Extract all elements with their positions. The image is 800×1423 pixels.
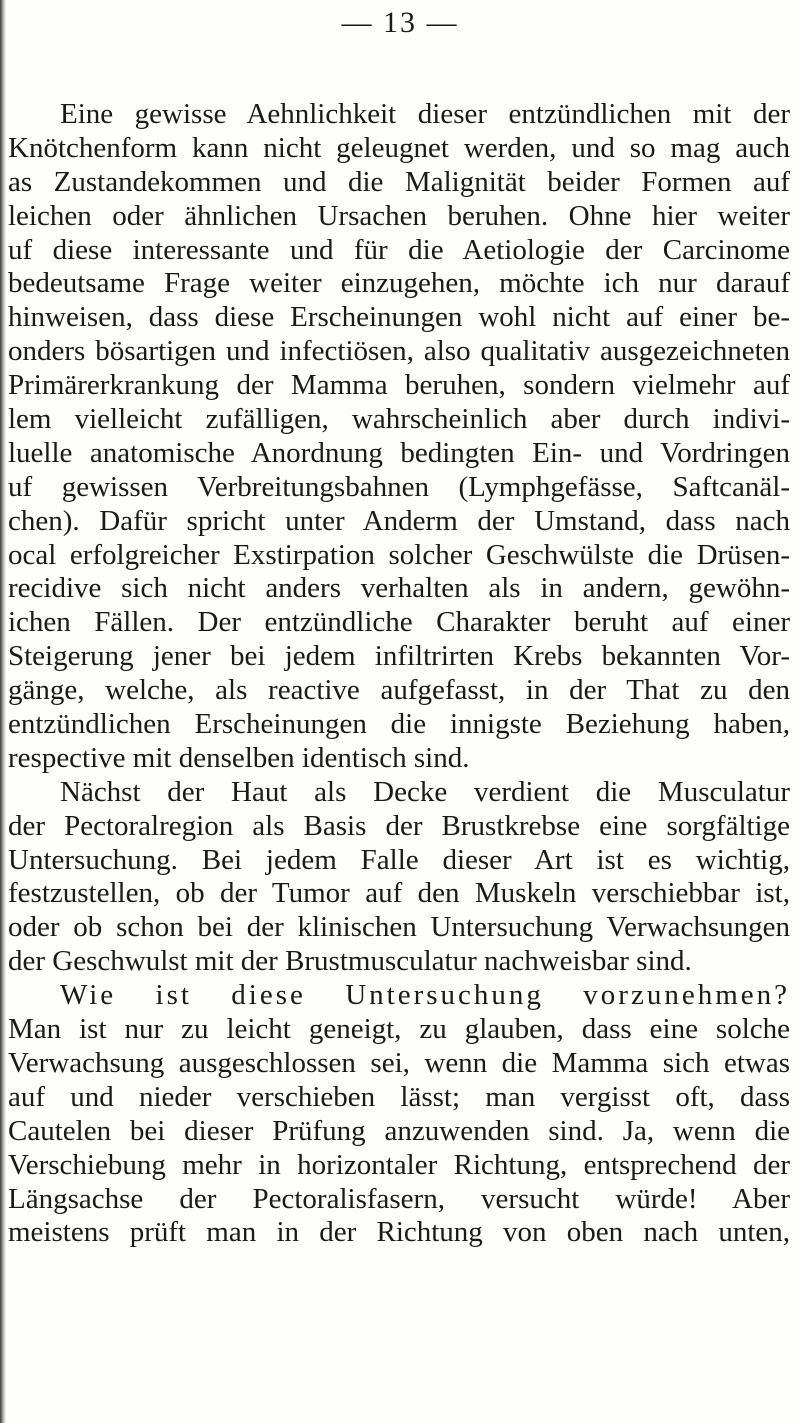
page-gutter-shadow bbox=[0, 0, 6, 1423]
text-line: hinweisen, dass diese Erscheinungen wohl nicht auf einer be- bbox=[8, 301, 790, 334]
text-line: lem vielleicht zufälligen, wahrscheinlich aber durch indivi- bbox=[8, 403, 790, 436]
body-text bbox=[8, 98, 790, 1250]
text-line: ichen Fällen. Der entzündliche Charakter beruht auf einer bbox=[8, 606, 790, 639]
text-line: Eine gewisse Aehnlichkeit dieser entzündlichen mit der bbox=[60, 98, 790, 130]
text-line: Man ist nur zu leicht geneigt, zu glauben, dass eine solche bbox=[8, 1013, 790, 1046]
text-line: Verschiebung mehr in horizontaler Richtung, entsprechend der bbox=[8, 1148, 790, 1181]
text-line: as Zustandekommen und die Malignität beider Formen auf bbox=[8, 165, 790, 198]
text-line: entzündlichen Erscheinungen die innigste Beziehung haben, bbox=[8, 708, 790, 741]
text-line: luelle anatomische Anordnung bedingten Ein- und Vordringen bbox=[8, 436, 790, 469]
text-line: respective mit denselben identisch sind. bbox=[8, 741, 470, 774]
text-line: der Geschwulst mit der Brustmusculatur nachweisbar sind. bbox=[8, 945, 692, 978]
text-line: onders bösartigen und infectiösen, also qualitativ ausgezeichneten bbox=[8, 335, 790, 368]
text-line: meistens prüft man in der Richtung von oben nach unten, bbox=[8, 1216, 790, 1249]
text-line: oder ob schon bei der klinischen Untersuchung Verwachsungen bbox=[8, 911, 790, 944]
text-line: Längsachse der Pectoralisfasern, versucht würde! Aber bbox=[8, 1182, 790, 1215]
text-line: Primärerkrankung der Mamma beruhen, sondern vielmehr auf bbox=[8, 369, 790, 402]
page-number: — 13 — bbox=[341, 6, 459, 39]
text-line: gänge, welche, als reactive aufgefasst, in der That zu den bbox=[8, 674, 790, 707]
text-line: Wie ist diese Untersuchung vorzunehmen? bbox=[60, 979, 790, 1012]
text-line: ocal erfolgreicher Exstirpation solcher Geschwülste die Drüsen- bbox=[8, 538, 790, 571]
text-line: uf gewissen Verbreitungsbahnen (Lymphgefässe, Saftcanäl- bbox=[8, 470, 790, 503]
text-line: leichen oder ähnlichen Ursachen beruhen. Ohne hier weiter bbox=[8, 199, 790, 232]
text-line: der Pectoralregion als Basis der Brustkrebse eine sorgfältige bbox=[8, 809, 790, 842]
text-line: Cautelen bei dieser Prüfung anzuwenden sind. Ja, wenn die bbox=[8, 1114, 790, 1147]
text-line: recidive sich nicht anders verhalten als in andern, gewöhn- bbox=[8, 572, 790, 605]
text-line: auf und nieder verschieben lässt; man vergisst oft, dass bbox=[8, 1080, 790, 1113]
text-line: Knötchenform kann nicht geleugnet werden, und so mag auch bbox=[8, 131, 790, 164]
text-line: Nächst der Haut als Decke verdient die Musculatur bbox=[60, 775, 790, 808]
text-line: Steigerung jener bei jedem infiltrirten Krebs bekannten Vor- bbox=[8, 640, 790, 673]
text-line: Verwachsung ausgeschlossen sei, wenn die Mamma sich etwas bbox=[8, 1046, 790, 1079]
text-line: uf diese interessante und für die Aetiologie der Carcinome bbox=[8, 233, 790, 266]
text-line: Untersuchung. Bei jedem Falle dieser Art ist es wichtig, bbox=[8, 843, 790, 876]
text-line: festzustellen, ob der Tumor auf den Muskeln verschiebbar ist, bbox=[8, 877, 790, 910]
text-line: chen). Dafür spricht unter Anderm der Umstand, dass nach bbox=[8, 504, 790, 537]
text-line: bedeutsame Frage weiter einzugehen, möchte ich nur darauf bbox=[8, 267, 790, 300]
